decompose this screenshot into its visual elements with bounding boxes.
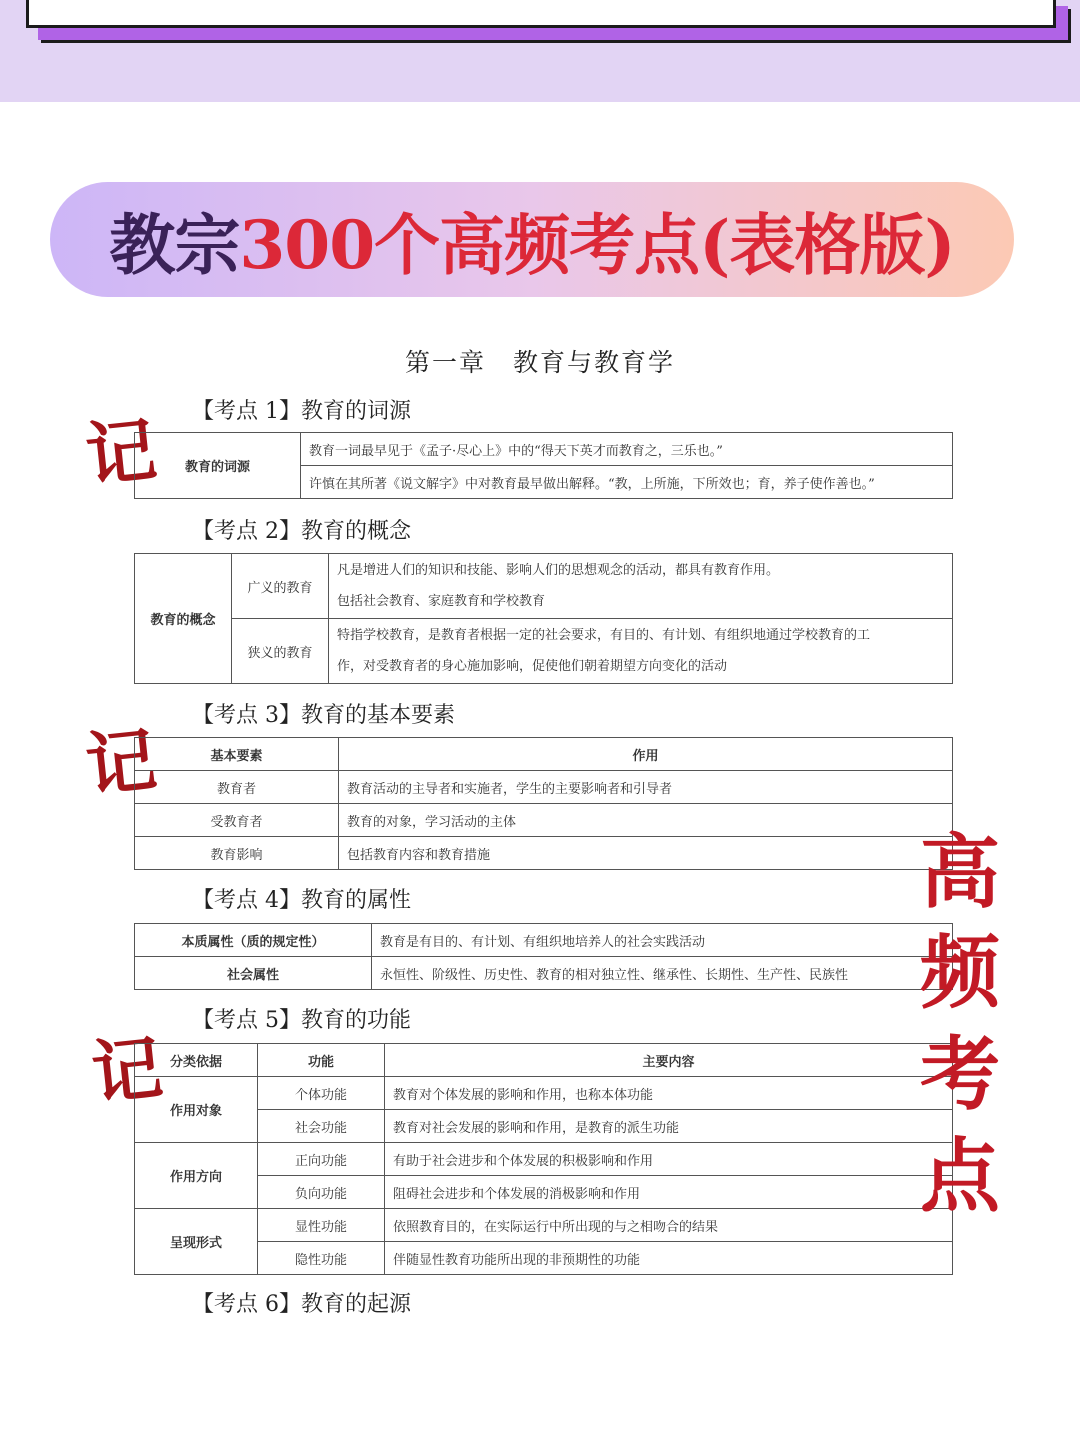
kp2-heading: 【考点 2】教育的概念 bbox=[192, 519, 411, 544]
ji-stamp-3: 记 bbox=[87, 1025, 167, 1116]
kp4-row-2-name: 社会属性 bbox=[135, 957, 372, 990]
kp3-row-1-desc: 教育活动的主导者和实施者，学生的主要影响者和引导者 bbox=[339, 771, 953, 804]
kp5-header-basis: 分类依据 bbox=[135, 1044, 258, 1077]
kp3-row-2-name: 受教育者 bbox=[135, 804, 339, 837]
kp4-heading: 【考点 4】教育的属性 bbox=[192, 888, 411, 913]
kp1-heading: 【考点 1】教育的词源 bbox=[192, 399, 411, 424]
kp1-table bbox=[134, 432, 953, 499]
kp4-table bbox=[134, 923, 953, 990]
kp5-group-2-item-2-desc: 阻碍社会进步和个体发展的消极影响和作用 bbox=[385, 1176, 953, 1209]
kp3-row-1-name: 教育者 bbox=[135, 771, 339, 804]
kp3-header-element: 基本要素 bbox=[135, 738, 339, 771]
kp5-group-2-item-2-name: 负向功能 bbox=[258, 1176, 385, 1209]
kp5-group-1-basis: 作用对象 bbox=[135, 1077, 258, 1143]
kp1-row-2: 许慎在其所著《说文解字》中对教育最早做出解释。“教，上所施，下所效也；育，养子使作善也。” bbox=[301, 466, 953, 499]
side-char-2: 频 bbox=[920, 926, 1000, 1019]
side-char-1: 高 bbox=[920, 826, 1000, 919]
kp5-group-3-item-1-desc: 依照教育目的，在实际运行中所出现的与之相吻合的结果 bbox=[385, 1209, 953, 1242]
kp5-group-3-item-2-name: 隐性功能 bbox=[258, 1242, 385, 1275]
kp5-group-2-item-1-desc: 有助于社会进步和个体发展的积极影响和作用 bbox=[385, 1143, 953, 1176]
kp2-broad-label: 广义的教育 bbox=[232, 554, 329, 619]
kp4-row-1-desc: 教育是有目的、有计划、有组织地培养人的社会实践活动 bbox=[372, 924, 953, 957]
side-char-4: 点 bbox=[920, 1130, 1000, 1223]
kp1-label: 教育的词源 bbox=[135, 433, 301, 499]
kp5-group-1-item-1-name: 个体功能 bbox=[258, 1077, 385, 1110]
kp2-broad-line-2: 包括社会教育、家庭教育和学校教育 bbox=[337, 594, 546, 609]
kp5-group-1-item-1-desc: 教育对个体发展的影响和作用，也称本体功能 bbox=[385, 1077, 953, 1110]
kp5-table bbox=[134, 1043, 953, 1275]
kp5-header-content: 主要内容 bbox=[385, 1044, 953, 1077]
kp5-group-1-item-2-desc: 教育对社会发展的影响和作用，是教育的派生功能 bbox=[385, 1110, 953, 1143]
chapter-title: 第一章 教育与教育学 bbox=[404, 348, 675, 377]
ji-stamp-1: 记 bbox=[81, 407, 161, 498]
banner-title-part2: 300个高频考点(表格版) bbox=[239, 206, 955, 284]
kp5-group-2-basis: 作用方向 bbox=[135, 1143, 258, 1209]
kp5-group-3-item-1-name: 显性功能 bbox=[258, 1209, 385, 1242]
kp2-table bbox=[134, 553, 953, 684]
kp5-group-2-item-1-name: 正向功能 bbox=[258, 1143, 385, 1176]
kp5-group-3-item-2-desc: 伴随显性教育功能所出现的非预期性的功能 bbox=[385, 1242, 953, 1275]
banner-title bbox=[109, 192, 954, 287]
kp3-heading: 【考点 3】教育的基本要素 bbox=[192, 703, 455, 728]
side-char-3: 考 bbox=[920, 1028, 1000, 1121]
kp3-row-3-name: 教育影响 bbox=[135, 837, 339, 870]
top-card bbox=[26, 0, 1056, 28]
kp2-narrow-line-1: 特指学校教育，是教育者根据一定的社会要求，有目的、有计划、有组织地通过学校教育的工 bbox=[337, 628, 871, 643]
kp4-row-2-desc: 永恒性、阶级性、历史性、教育的相对独立性、继承性、长期性、生产性、民族性 bbox=[372, 957, 953, 990]
kp6-heading: 【考点 6】教育的起源 bbox=[192, 1292, 411, 1317]
kp5-group-3-basis: 呈现形式 bbox=[135, 1209, 258, 1275]
kp2-broad-line-1: 凡是增进人们的知识和技能、影响人们的思想观念的活动，都具有教育作用。 bbox=[337, 563, 780, 578]
kp5-heading: 【考点 5】教育的功能 bbox=[192, 1008, 411, 1033]
kp2-label: 教育的概念 bbox=[135, 554, 232, 684]
kp2-narrow-line-2: 作，对受教育者的身心施加影响，促使他们朝着期望方向变化的活动 bbox=[337, 659, 728, 674]
kp4-row-1-name: 本质属性（质的规定性） bbox=[135, 924, 372, 957]
title-banner bbox=[50, 182, 1014, 297]
kp3-row-3-desc: 包括教育内容和教育措施 bbox=[339, 837, 953, 870]
kp1-row-1: 教育一词最早见于《孟子·尽心上》中的“得天下英才而教育之，三乐也。” bbox=[301, 433, 953, 466]
kp5-group-1-item-2-name: 社会功能 bbox=[258, 1110, 385, 1143]
banner-title-part1: 教宗 bbox=[109, 206, 240, 284]
kp5-header-function: 功能 bbox=[258, 1044, 385, 1077]
ji-stamp-2: 记 bbox=[81, 717, 161, 808]
kp3-header-role: 作用 bbox=[339, 738, 953, 771]
kp2-narrow-label: 狭义的教育 bbox=[232, 619, 329, 684]
kp3-row-2-desc: 教育的对象，学习活动的主体 bbox=[339, 804, 953, 837]
kp3-table bbox=[134, 737, 953, 870]
